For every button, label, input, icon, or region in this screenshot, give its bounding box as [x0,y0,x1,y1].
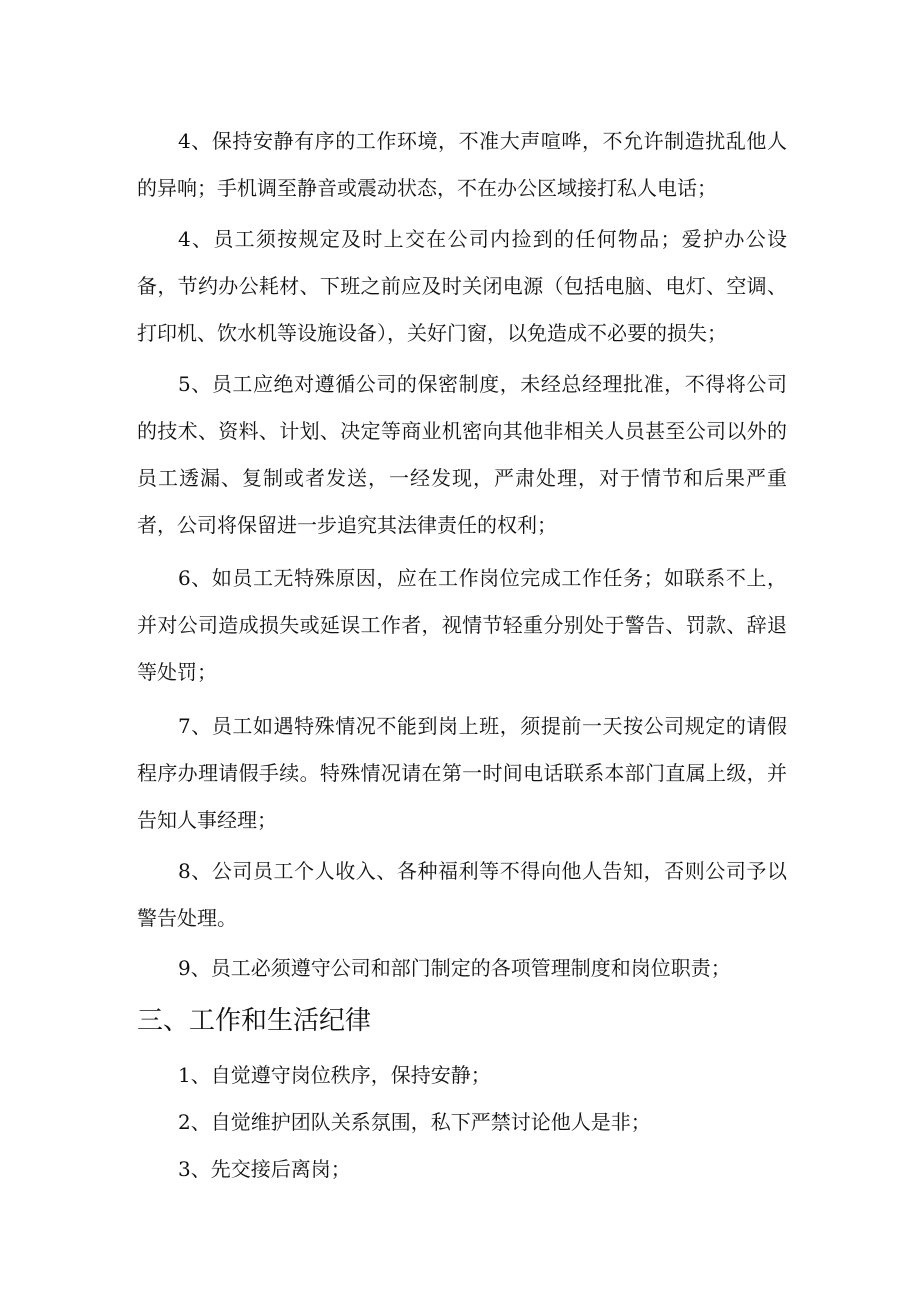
rule-paragraph-5: 5、员工应绝对遵循公司的保密制度，未经总经理批准，不得将公司的技术、资料、计划、决定等商业机密向其他非相关人员甚至公司以外的员工透漏、复制或者发送，一经发现，严肃处理，对于情节和后果严重者，公司将保留进一步追究其法律责任的权利； [137,372,787,537]
rule-paragraph-4a: 4、保持安静有序的工作环境，不准大声喧哗，不允许制造扰乱他人的异响；手机调至静音或震动状态，不在办公区域接打私人电话； [137,129,787,200]
rule-paragraph-6: 6、如员工无特殊原因，应在工作岗位完成工作任务；如联系不上，并对公司造成损失或延误工作者，视情节轻重分别处于警告、罚款、辞退等处罚； [137,566,787,684]
rule-paragraph-8: 8、公司员工个人收入、各种福利等不得向他人告知，否则公司予以警告处理。 [137,859,787,930]
discipline-item-1: 1、自觉遵守岗位秩序，保持安静； [178,1063,491,1087]
rule-paragraph-7: 7、员工如遇特殊情况不能到岗上班，须提前一天按公司规定的请假程序办理请假手续。特殊情况请在第一时间电话联系本部门直属上级，并告知人事经理； [137,714,787,832]
discipline-item-2: 2、自觉维护团队关系氛围，私下严禁讨论他人是非； [178,1110,651,1134]
rule-paragraph-9: 9、员工必须遵守公司和部门制定的各项管理制度和岗位职责； [178,956,731,980]
rule-paragraph-4b: 4、员工须按规定及时上交在公司内捡到的任何物品；爱护办公设备，节约办公耗材、下班之前应及时关闭电源（包括电脑、电灯、空调、打印机、饮水机等设施设备），关好门窗，以免造成不必要的损失； [137,227,787,345]
section-three-heading: 三、工作和生活纪律 [137,1006,372,1036]
discipline-item-3: 3、先交接后离岗； [178,1157,351,1181]
